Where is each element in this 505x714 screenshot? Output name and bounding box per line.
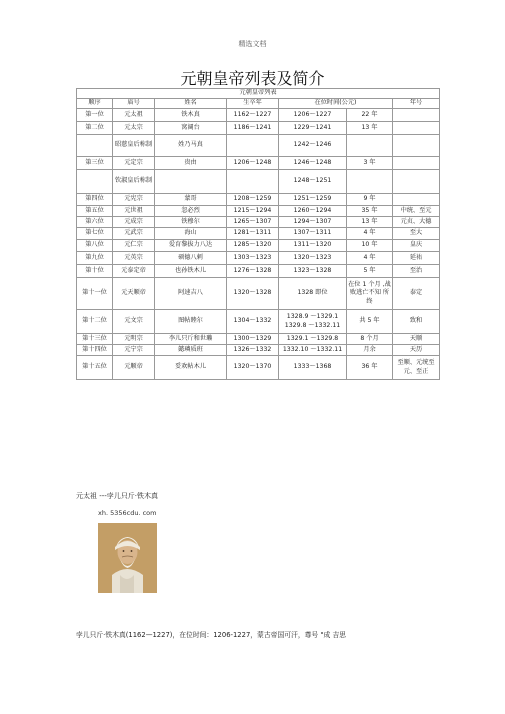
cell-temple: 元宁宗 (113, 345, 155, 356)
cell-name: 阿速吉八 (155, 278, 227, 310)
cell-years: 8 个月 (347, 334, 393, 345)
site-url: xh. 5356cdu. com (98, 509, 157, 517)
cell-order: 第十四位 (77, 345, 113, 356)
cell-life: 1265～1307 (227, 217, 279, 228)
cell-years: 22 年 (347, 109, 393, 122)
cell-era: 至治 (393, 265, 440, 278)
cell-years: 5 年 (347, 265, 393, 278)
cell-life: 1186～1241 (227, 122, 279, 135)
cell-years (347, 135, 393, 157)
cell-name: 海山 (155, 228, 227, 240)
regency-row (77, 170, 440, 194)
table-row (77, 109, 440, 122)
cell-reign: 1229～1241 (279, 122, 347, 135)
cell-order: 第一位 (77, 109, 113, 122)
cell-name: 忽必烈 (155, 206, 227, 217)
cell-era (393, 122, 440, 135)
cell-order: 第七位 (77, 228, 113, 240)
cell-name: 蒙哥 (155, 194, 227, 206)
cell-life (227, 135, 279, 157)
cell-era: 至顺、元统至元、至正 (393, 356, 440, 380)
cell-reign: 1294～1307 (279, 217, 347, 228)
cell-era (393, 170, 440, 194)
cell-order: 第六位 (77, 217, 113, 228)
table-row (77, 345, 440, 356)
cell-era (393, 194, 440, 206)
cell-years: 13 年 (347, 122, 393, 135)
cell-life: 1206～1248 (227, 157, 279, 170)
cell-era (393, 135, 440, 157)
cell-order: 第五位 (77, 206, 113, 217)
cell-order: 第十三位 (77, 334, 113, 345)
cell-life: 1326～1332 (227, 345, 279, 356)
cell-order: 第四位 (77, 194, 113, 206)
table-row (77, 334, 440, 345)
cell-name: 李儿只斤和世瓎 (155, 334, 227, 345)
table-header-row (77, 99, 440, 109)
emperor-table (76, 88, 440, 380)
cell-reign: 1333～1368 (279, 356, 347, 380)
cell-reign: 1206～1227 (279, 109, 347, 122)
cell-temple: 元明宗 (113, 334, 155, 345)
cell-reign: 1242～1246 (279, 135, 347, 157)
cell-name: 妥欢帖木儿 (155, 356, 227, 380)
header-order: 顺序 (77, 99, 113, 109)
table-row (77, 278, 440, 310)
cell-order: 第二位 (77, 122, 113, 135)
cell-temple: 元武宗 (113, 228, 155, 240)
cell-name: 也孙铁木儿 (155, 265, 227, 278)
cell-temple: 元顺帝 (113, 356, 155, 380)
cell-reign: 1328.9 ～1329.1 1329.8 ～1332.11 (279, 310, 347, 334)
cell-name (155, 170, 227, 194)
cell-era: 天历 (393, 345, 440, 356)
cell-years: 4 年 (347, 228, 393, 240)
cell-temple: 元世祖 (113, 206, 155, 217)
cell-temple: 元泰定帝 (113, 265, 155, 278)
cell-life: 1162～1227 (227, 109, 279, 122)
table-row (77, 122, 440, 135)
cell-era: 至大 (393, 228, 440, 240)
cell-years: 共 5 年 (347, 310, 393, 334)
cell-life: 1208～1259 (227, 194, 279, 206)
cell-temple: 钦淑皇后称制 (113, 170, 155, 194)
cell-temple: 元文宗 (113, 310, 155, 334)
cell-name: 爱育黎拔力八达 (155, 240, 227, 252)
cell-years: 36 年 (347, 356, 393, 380)
cell-life: 1215～1294 (227, 206, 279, 217)
table-row (77, 206, 440, 217)
table-row (77, 310, 440, 334)
cell-name: 窝阔台 (155, 122, 227, 135)
header-reign: 在位时间(公元) (279, 99, 393, 109)
cell-temple: 元成宗 (113, 217, 155, 228)
cell-life: 1285～1320 (227, 240, 279, 252)
cell-reign: 1329.1 ～1329.8 (279, 334, 347, 345)
cell-reign: 1323～1328 (279, 265, 347, 278)
table-row (77, 157, 440, 170)
regency-row (77, 135, 440, 157)
cell-years: 3 年 (347, 157, 393, 170)
bio-text: 孛儿只斤·铁木真(1162—1227)，在位时间：1206-1227，蒙古帝国可汗，尊号 "成 吉思 (76, 631, 347, 639)
table-row (77, 356, 440, 380)
cell-years: 10 年 (347, 240, 393, 252)
cell-name: 懿璘质班 (155, 345, 227, 356)
cell-era: 延祐 (393, 252, 440, 265)
cell-name: 图帖睦尔 (155, 310, 227, 334)
cell-era: 元贞、大德 (393, 217, 440, 228)
cell-era: 泰定 (393, 278, 440, 310)
cell-temple: 元宪宗 (113, 194, 155, 206)
cell-years: 35 年 (347, 206, 393, 217)
cell-life: 1300～1329 (227, 334, 279, 345)
cell-life: 1320～1370 (227, 356, 279, 380)
cell-order: 第十二位 (77, 310, 113, 334)
cell-era: 皇庆 (393, 240, 440, 252)
cell-reign: 1260～1294 (279, 206, 347, 217)
cell-reign: 1251～1259 (279, 194, 347, 206)
cell-reign: 1328 即位 (279, 278, 347, 310)
cell-years: 在位 1 个月 ,战败逃亡不知 所终 (347, 278, 393, 310)
table-row (77, 240, 440, 252)
cell-order: 第十位 (77, 265, 113, 278)
cell-order (77, 170, 113, 194)
cell-reign: 1311～1320 (279, 240, 347, 252)
cell-years: 4 年 (347, 252, 393, 265)
cell-reign: 1307～1311 (279, 228, 347, 240)
cell-reign: 1332.10 ～1332.11 (279, 345, 347, 356)
cell-order (77, 135, 113, 157)
cell-life: 1320～1328 (227, 278, 279, 310)
header-temple: 庙号 (113, 99, 155, 109)
table-row (77, 194, 440, 206)
section-title: 元太祖 ---孛儿只斤·铁木真 (76, 492, 159, 500)
page-title: 元朝皇帝列表及简介 (180, 69, 325, 88)
cell-name: 硕德八剌 (155, 252, 227, 265)
cell-era: 天顺 (393, 334, 440, 345)
cell-era (393, 157, 440, 170)
header-era: 年号 (393, 99, 440, 109)
header-name: 姓名 (155, 99, 227, 109)
table-row (77, 217, 440, 228)
cell-name: 铁穆尔 (155, 217, 227, 228)
portrait-image (98, 523, 157, 593)
cell-order: 第九位 (77, 252, 113, 265)
cell-years (347, 170, 393, 194)
cell-life: 1303～1323 (227, 252, 279, 265)
cell-name: 铁木真 (155, 109, 227, 122)
cell-temple: 元英宗 (113, 252, 155, 265)
cell-order: 第十一位 (77, 278, 113, 310)
cell-temple: 元仁宗 (113, 240, 155, 252)
cell-name: 贵由 (155, 157, 227, 170)
table-row (77, 252, 440, 265)
cell-temple: 元天顺帝 (113, 278, 155, 310)
table-row (77, 265, 440, 278)
cell-order: 第十五位 (77, 356, 113, 380)
cell-order: 第八位 (77, 240, 113, 252)
cell-life: 1281～1311 (227, 228, 279, 240)
header-note: 精选文档 (238, 40, 267, 48)
cell-life: 1304～1332 (227, 310, 279, 334)
cell-era: 中统、至元 (393, 206, 440, 217)
cell-reign: 1320～1323 (279, 252, 347, 265)
cell-life: 1276～1328 (227, 265, 279, 278)
cell-era (393, 109, 440, 122)
cell-temple: 元太祖 (113, 109, 155, 122)
cell-reign: 1246～1248 (279, 157, 347, 170)
table-caption: 元朝皇帝列表 (77, 89, 440, 99)
cell-era: 致和 (393, 310, 440, 334)
cell-temple: 元定宗 (113, 157, 155, 170)
cell-life (227, 170, 279, 194)
cell-years: 13 年 (347, 217, 393, 228)
cell-temple: 昭慈皇后称制 (113, 135, 155, 157)
cell-name: 姓乃马真 (155, 135, 227, 157)
header-life: 生卒年 (227, 99, 279, 109)
cell-temple: 元太宗 (113, 122, 155, 135)
cell-order: 第三位 (77, 157, 113, 170)
cell-years: 9 年 (347, 194, 393, 206)
cell-reign: 1248～1251 (279, 170, 347, 194)
table-row (77, 228, 440, 240)
cell-years: 月余 (347, 345, 393, 356)
